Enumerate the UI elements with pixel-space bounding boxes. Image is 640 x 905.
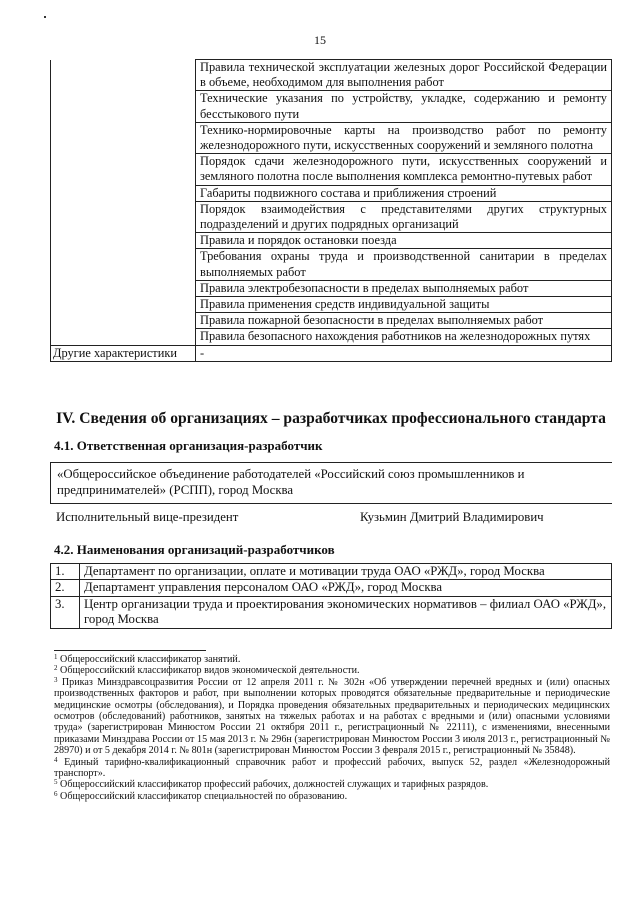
footnote-text: Общероссийский классификатор специальностей по образованию.: [57, 790, 348, 802]
row-label-cell: [51, 249, 196, 280]
developer-name: Департамент управления персоналом ОАО «РЖД», город Москва: [80, 580, 612, 596]
requirement-cell: Технико-нормировочные карты на производство работ по ремонту железнодорожного пути, искусственных сооружений и земляного полотна: [196, 122, 612, 153]
row-label-cell: [51, 91, 196, 122]
developer-row: [51, 580, 612, 596]
footnote-mark: 6: [54, 789, 58, 798]
requirement-cell: Правила пожарной безопасности в пределах выполняемых работ: [196, 313, 612, 329]
page-number: 15: [314, 33, 326, 47]
signatory-name: Кузьмин Дмитрий Владимирович: [360, 510, 544, 524]
scan-speck: [44, 16, 46, 18]
row-label-cell: [51, 233, 196, 249]
developer-name: Центр организации труда и проектирования экономических нормативов – филиал ОАО «РЖД», город Москва: [80, 596, 612, 628]
requirement-cell: Правила применения средств индивидуальной защиты: [196, 297, 612, 313]
footnote: [54, 757, 610, 780]
other-characteristics-value: -: [196, 345, 612, 361]
table-row: [51, 249, 612, 280]
requirement-cell: Правила и порядок остановки поезда: [196, 233, 612, 249]
developers-table: [50, 563, 612, 629]
footnote: [54, 779, 610, 790]
row-label-cell: [51, 297, 196, 313]
footnote-mark: 3: [54, 675, 58, 684]
footnote-text: Приказ Минздравсоцразвития России от 12 апреля 2011 г. № 302н «Об утверждении перечней вредных и (или) опасных производственных факторов и работ, при выполнении которых проводятся обязательные предварительные и периодические медицинские осмотры (обследования), и Порядка проведения обязательных предварительных и периодических медицинских осмотров (обследований) работников, занятых на тяжелых работах и на работах с вредными и (или) опасными условиями труда» (зарегистрирован Минюстом России 21 октября 2011 г., регистрационный № 22111), с изменениями, внесенными приказами Минздрава России от 15 мая 2013 г. № 296н (зарегистрирован Минюстом России 3 июля 2013 г., регистрационный № 28970) и от 5 декабря 2014 г. № 801н (зарегистрирован Минюстом России 3 февраля 2015 г., регистрационный № 35848).: [54, 676, 610, 757]
footnote-text: Общероссийский классификатор видов экономической деятельности.: [57, 665, 360, 677]
requirements-table: [50, 59, 612, 362]
section-title: IV. Сведения об организациях – разработчиках профессионального стандарта: [56, 410, 606, 427]
responsible-org-name: «Общероссийское объединение работодателей «Российский союз промышленников и предпринимателей» (РСПП), город Москва: [50, 462, 612, 504]
footnote: [54, 677, 610, 757]
developer-row: [51, 596, 612, 628]
footnote-mark: 5: [54, 778, 58, 787]
table-row: [51, 329, 612, 345]
row-label-cell: [51, 280, 196, 296]
developer-row: [51, 564, 612, 580]
table-row: [51, 154, 612, 185]
table-row: [51, 91, 612, 122]
footnote: [54, 791, 610, 802]
row-label-cell: [51, 122, 196, 153]
signature-row: [50, 504, 612, 536]
responsible-org-heading: 4.1. Ответственная организация-разработчик: [54, 438, 323, 453]
signatory-position: Исполнительный вице-президент: [56, 510, 239, 524]
table-row: [51, 122, 612, 153]
row-label-cell: [51, 313, 196, 329]
table-row: [51, 60, 612, 91]
responsible-org-box: [50, 462, 612, 528]
requirement-cell: Требования охраны труда и производственной санитарии в пределах выполняемых работ: [196, 249, 612, 280]
footnote-mark: 4: [54, 755, 58, 764]
requirement-cell: Порядок сдачи железнодорожного пути, искусственных сооружений и земляного полотна после выполнения комплекса ремонтно-путевых работ: [196, 154, 612, 185]
row-label-cell: [51, 185, 196, 201]
footnote-text: Общероссийский классификатор занятий.: [57, 654, 241, 665]
other-characteristics-label: Другие характеристики: [51, 345, 196, 361]
footnote-mark: 1: [54, 653, 58, 661]
developer-name: Департамент по организации, оплате и мотивации труда ОАО «РЖД», город Москва: [80, 564, 612, 580]
requirement-cell: Правила безопасного нахождения работников на железнодорожных путях: [196, 329, 612, 345]
table-row: [51, 297, 612, 313]
requirement-cell: Технические указания по устройству, укладке, содержанию и ремонту бесстыкового пути: [196, 91, 612, 122]
row-label-cell: [51, 60, 196, 91]
row-label-cell: [51, 329, 196, 345]
table-row: [51, 201, 612, 232]
footnotes: [54, 654, 610, 802]
row-label-cell: [51, 201, 196, 232]
table-row: [51, 280, 612, 296]
developer-number: 1.: [51, 564, 80, 580]
table-row: [51, 185, 612, 201]
other-characteristics-row: [51, 345, 612, 361]
requirement-cell: Правила технической эксплуатации железных дорог Российской Федерации в объеме, необходимом для выполнения работ: [196, 60, 612, 91]
footnote-mark: 2: [54, 664, 58, 673]
requirement-cell: Правила электробезопасности в пределах выполняемых работ: [196, 280, 612, 296]
developer-number: 3.: [51, 596, 80, 628]
table-row: [51, 233, 612, 249]
developers-heading: 4.2. Наименования организаций-разработчиков: [54, 542, 335, 557]
table-row: [51, 313, 612, 329]
requirement-cell: Порядок взаимодействия с представителями других структурных подразделений и других подрядных организаций: [196, 201, 612, 232]
row-label-cell: [51, 154, 196, 185]
developer-number: 2.: [51, 580, 80, 596]
requirement-cell: Габариты подвижного состава и приближения строений: [196, 185, 612, 201]
footnote: [54, 665, 610, 676]
footnote-text: Общероссийский классификатор профессий рабочих, должностей служащих и тарифных разрядов.: [57, 779, 489, 791]
footnote: [54, 654, 610, 665]
footnote-text: Единый тарифно-квалификационный справочник работ и профессий рабочих, выпуск 52, раздел «Железнодорожный транспорт».: [54, 756, 610, 780]
footnote-divider: [54, 650, 206, 651]
